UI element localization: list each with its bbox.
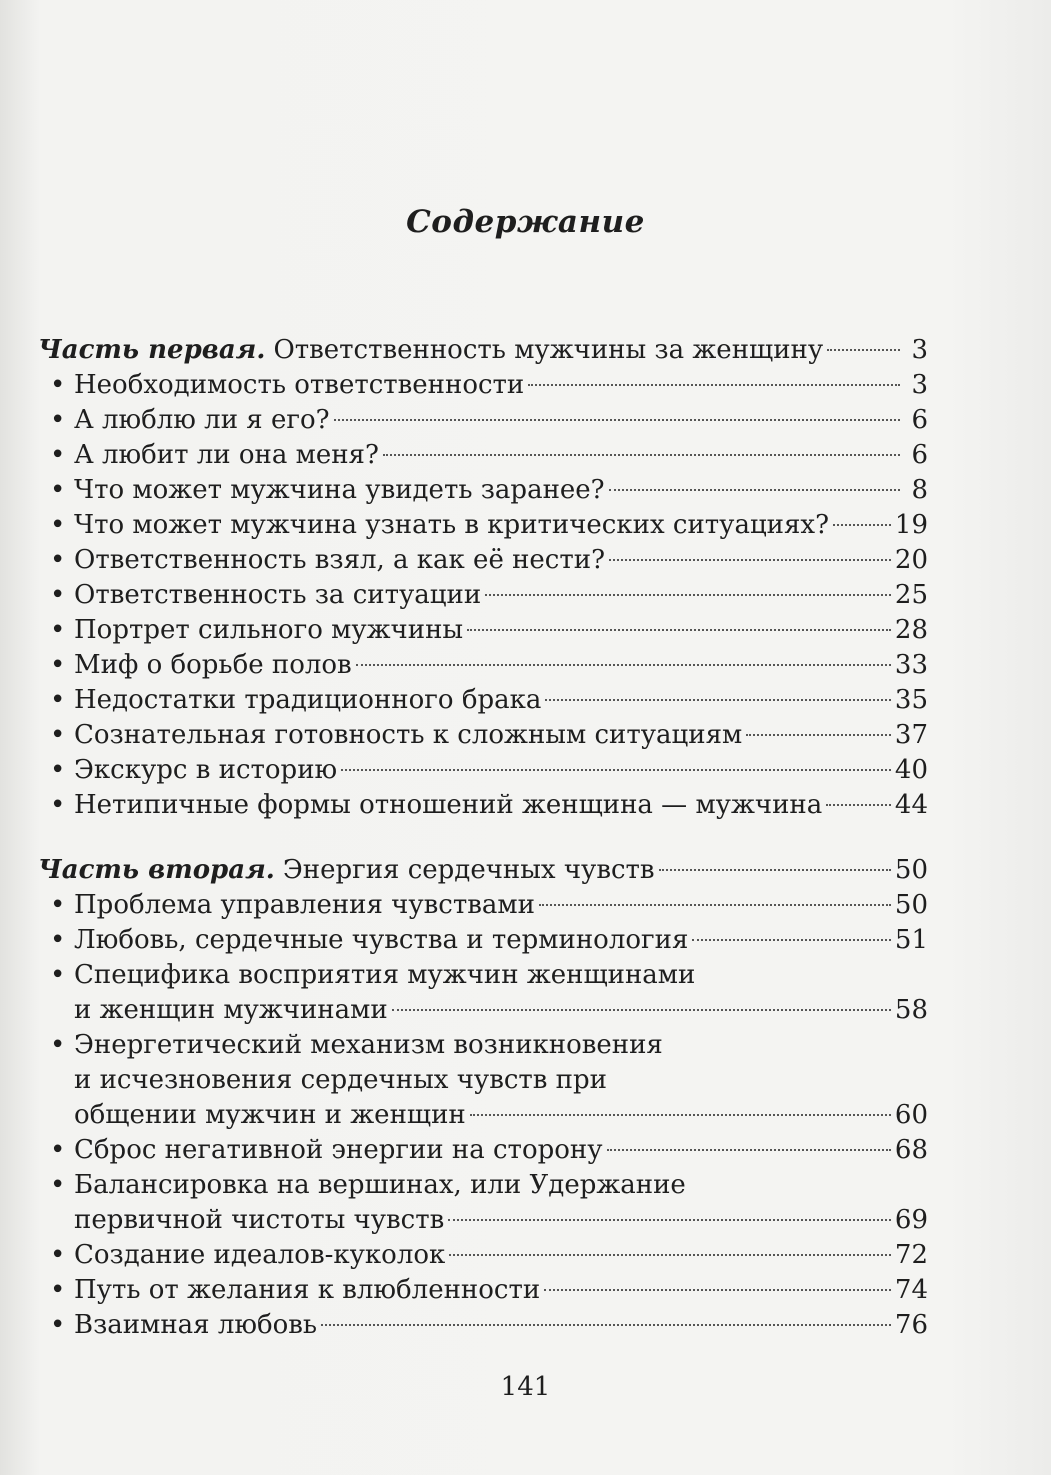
part-label: Часть первая. [38,335,266,365]
page-number: 50 [894,890,928,920]
part-title: Ответственность мужчины за женщину [273,335,824,365]
toc-entry [38,888,928,923]
page-number: 6 [911,440,928,470]
toc-entry [38,993,928,1028]
page-number: 33 [894,650,928,680]
entry-title-line: Энергетический механизм возникновения [74,1030,663,1060]
page-number: 60 [894,1100,928,1130]
leader-dots [321,1324,891,1326]
page-number: 35 [894,685,928,715]
entry-title: первичной чистоты чувств [74,1205,445,1235]
leader-dots [448,1219,891,1221]
bullet-icon: • [50,755,66,785]
toc-entry [38,718,928,753]
bullet-icon: • [50,1275,66,1305]
toc-entry [38,508,928,543]
toc-entry [38,683,928,718]
part-label: Часть вторая. [38,855,275,885]
toc-entry [38,1098,928,1133]
leader-dots [607,1149,891,1151]
entry-title: Создание идеалов-куколок [74,1240,446,1270]
bullet-icon: • [50,1170,66,1200]
part-title: Энергия сердечных чувств [282,855,655,885]
entry-title: Сознательная готовность к сложным ситуациям [74,720,743,750]
leader-dots [539,904,891,906]
page-number: 19 [894,510,928,540]
leader-dots [467,629,891,631]
bullet-icon: • [50,510,66,540]
entry-title-line: и исчезновения сердечных чувств при [74,1065,607,1095]
bullet-icon: • [50,960,66,990]
toc-entry [38,368,928,403]
toc-entry [38,403,928,438]
leader-dots [827,349,900,351]
entry-title-line: Балансировка на вершинах, или Удержание [74,1170,686,1200]
page-number: 37 [894,720,928,750]
toc-entry [38,578,928,613]
page-number-footer: 141 [500,1372,551,1402]
page-number: 6 [911,405,928,435]
page-number: 25 [894,580,928,610]
leader-dots [449,1254,891,1256]
page-number: 51 [894,925,928,955]
page-number: 74 [894,1275,928,1305]
bullet-icon: • [50,720,66,750]
entry-title: Нетипичные формы отношений женщина — мужчина [74,790,823,820]
bullet-icon: • [50,615,66,645]
bullet-icon: • [50,1030,66,1060]
toc-entry-line [38,1028,928,1063]
entry-title: Необходимость ответственности [74,370,525,400]
leader-dots [528,384,900,386]
toc-entry [38,613,928,648]
toc-entry [38,788,928,823]
toc-entry [38,438,928,473]
page-number: 72 [894,1240,928,1270]
entry-title: А любит ли она меня? [74,440,379,470]
toc-entry [38,1308,928,1343]
entry-title: Экскурс в историю [74,755,338,785]
toc-entry [38,648,928,683]
entry-title: общении мужчин и женщин [74,1100,466,1130]
entry-title: и женщин мужчинами [74,995,388,1025]
entry-title: Взаимная любовь [74,1310,318,1340]
page-number: 44 [894,790,928,820]
page-number: 20 [894,545,928,575]
leader-dots [341,769,891,771]
bullet-icon: • [50,370,66,400]
leader-dots [692,939,891,941]
leader-dots [485,594,891,596]
entry-title: Любовь, сердечные чувства и терминология [74,925,689,955]
toc-entry [38,1238,928,1273]
entry-title-line: Специфика восприятия мужчин женщинами [74,960,696,990]
entry-title: Недостатки традиционного брака [74,685,542,715]
bullet-icon: • [50,1135,66,1165]
page-number: 3 [911,370,928,400]
toc-entry [38,1203,928,1238]
leader-dots [609,559,891,561]
entry-title: Портрет сильного мужчины [74,615,464,645]
entry-title: Проблема управления чувствами [74,890,535,920]
page-number: 28 [894,615,928,645]
page-title: Содержание [406,204,645,240]
leader-dots [392,1009,891,1011]
bullet-icon: • [50,1310,66,1340]
leader-dots [659,869,891,871]
bullet-icon: • [50,545,66,575]
leader-dots [356,664,891,666]
toc-entry [38,753,928,788]
page-number: 69 [894,1205,928,1235]
page-number: 40 [894,755,928,785]
toc-entry [38,473,928,508]
bullet-icon: • [50,1240,66,1270]
leader-dots [746,734,891,736]
toc-entry-line [38,1168,928,1203]
entry-title: Сброс негативной энергии на сторону [74,1135,603,1165]
page-number: 68 [894,1135,928,1165]
bullet-icon: • [50,475,66,505]
toc-part-2 [38,853,928,1343]
leader-dots [544,1289,891,1291]
leader-dots [833,524,891,526]
entry-title: Что может мужчина увидеть заранее? [74,475,605,505]
toc-entry-line [38,958,928,993]
bullet-icon: • [50,405,66,435]
toc-entry-line [38,1063,928,1098]
bullet-icon: • [50,890,66,920]
leader-dots [609,489,900,491]
leader-dots [826,804,891,806]
toc-part-heading [38,333,928,368]
entry-title: Что может мужчина узнать в критических ситуациях? [74,510,830,540]
entry-title: Миф о борьбе полов [74,650,352,680]
bullet-icon: • [50,925,66,955]
toc-part-heading [38,853,928,888]
page-number: 50 [894,855,928,885]
entry-title: А люблю ли я его? [74,405,330,435]
bullet-icon: • [50,440,66,470]
leader-dots [383,454,900,456]
page-number: 76 [894,1310,928,1340]
leader-dots [545,699,891,701]
bullet-icon: • [50,790,66,820]
page-number: 3 [911,335,928,365]
toc-part-1 [38,333,928,823]
leader-dots [470,1114,891,1116]
leader-dots [334,419,900,421]
bullet-icon: • [50,580,66,610]
entry-title: Ответственность взял, а как её нести? [74,545,606,575]
entry-title: Ответственность за ситуации [74,580,482,610]
page-number: 58 [894,995,928,1025]
entry-title: Путь от желания к влюбленности [74,1275,541,1305]
toc-entry [38,1133,928,1168]
bullet-icon: • [50,685,66,715]
toc-entry [38,543,928,578]
toc-entry [38,923,928,958]
toc-entry [38,1273,928,1308]
page-number: 8 [911,475,928,505]
bullet-icon: • [50,650,66,680]
